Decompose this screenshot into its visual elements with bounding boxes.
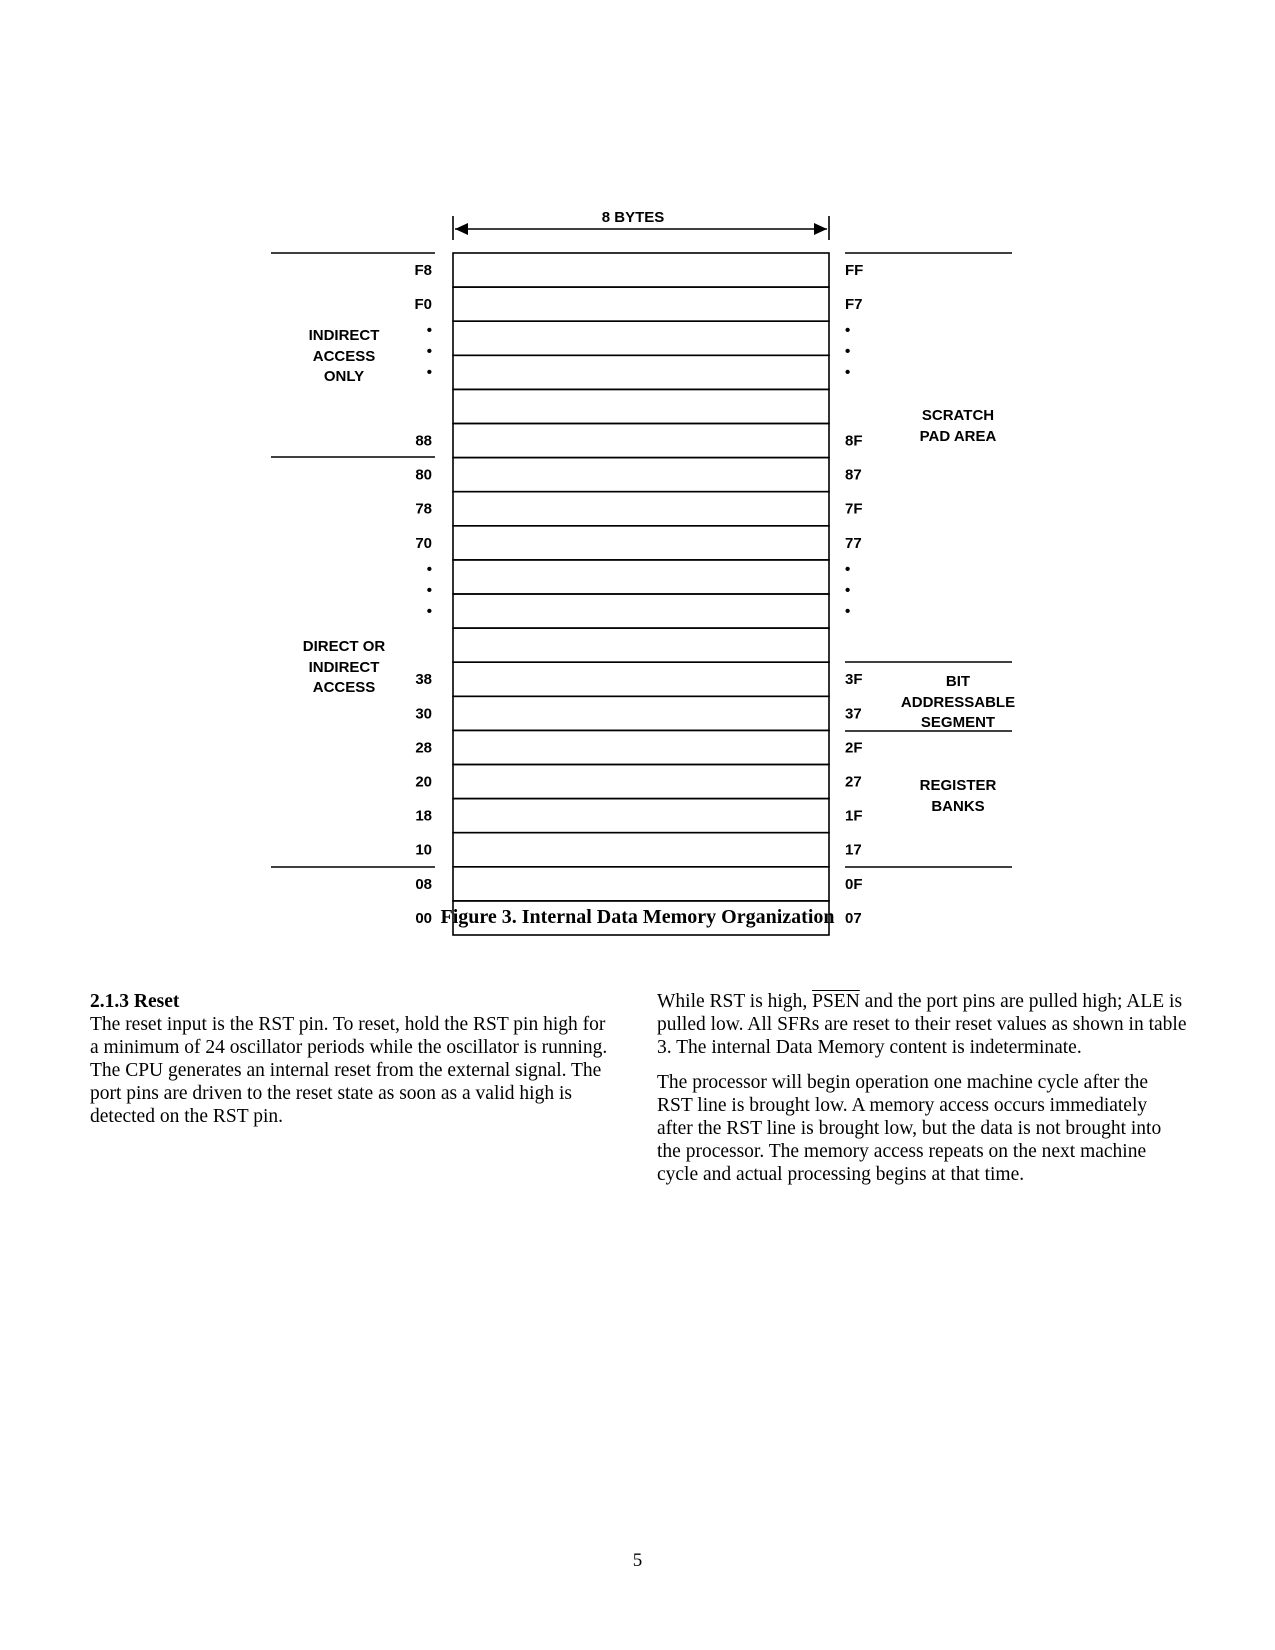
memory-row-78 <box>453 492 829 526</box>
memory-row-dot-9 <box>453 560 829 594</box>
right-address-labels <box>845 262 863 927</box>
memory-row-30 <box>453 696 829 730</box>
left-address-18: 18 <box>415 807 432 825</box>
width-label: 8 BYTES <box>601 209 665 226</box>
left-address-30: 30 <box>415 705 432 723</box>
right-address-07: 07 <box>845 909 862 927</box>
left-address-88: 88 <box>415 432 432 450</box>
left-address-78: 78 <box>415 500 432 518</box>
memory-row-88 <box>453 424 829 458</box>
memory-row-dot-10 <box>453 594 829 628</box>
left-ellipsis-dot: • <box>426 322 432 340</box>
memory-row-dot-2 <box>453 321 829 355</box>
right-address-37: 37 <box>845 705 862 723</box>
figure-caption: Figure 3. Internal Data Memory Organization <box>440 906 835 928</box>
scratch-label-2: PAD AREA <box>919 428 997 445</box>
rst-high-text-2: and the port pins are pulled high; ALE is pulled low. All SFRs are reset to their reset values as shown in table 3. The internal Data Memory content is indeterminate. <box>657 991 1187 1058</box>
memory-row-38 <box>453 662 829 696</box>
memory-rows <box>453 253 829 935</box>
left-ellipsis-dot: • <box>426 581 432 599</box>
right-address-FF: FF <box>845 262 864 279</box>
section-heading: 2.1.3 Reset <box>90 991 180 1012</box>
psen-signal: PSEN <box>812 991 860 1012</box>
bit-label-2: ADDRESSABLE <box>900 694 1016 711</box>
scratch-label-1: SCRATCH <box>921 407 995 424</box>
direct-label-3: ACCESS <box>312 679 376 696</box>
indirect-label-2: ACCESS <box>312 348 376 365</box>
memory-row-dot-11 <box>453 628 829 662</box>
left-address-F0: F0 <box>414 296 432 314</box>
right-address-77: 77 <box>845 534 862 552</box>
left-address-10: 10 <box>415 841 432 859</box>
left-address-00: 00 <box>415 909 432 927</box>
reset-paragraph <box>90 990 615 1128</box>
operation-paragraph: The processor will begin operation one machine cycle after the RST line is brought low. A memory access occurs immediately after the RST line is brought low, but the data is not brought into the processor. The memory access repeats on the next machine cycle and actual processing begins at that time. <box>657 1072 1162 1185</box>
right-ellipsis-dot: • <box>845 343 851 361</box>
right-address-2F: 2F <box>845 739 863 757</box>
left-address-08: 08 <box>415 875 432 893</box>
memory-row-F8 <box>453 253 829 287</box>
right-address-F7: F7 <box>845 296 863 314</box>
left-ellipsis-dot: • <box>426 560 432 578</box>
memory-row-18 <box>453 799 829 833</box>
right-address-1F: 1F <box>845 807 863 825</box>
left-ellipsis-dot: • <box>426 343 432 361</box>
right-address-87: 87 <box>845 466 862 484</box>
right-address-7F: 7F <box>845 500 863 518</box>
left-address-70: 70 <box>415 534 432 552</box>
memory-row-08 <box>453 867 829 901</box>
rst-high-text-1: While RST is high, <box>657 991 813 1012</box>
left-address-80: 80 <box>415 466 432 484</box>
right-address-3F: 3F <box>845 671 863 689</box>
right-address-8F: 8F <box>845 432 863 450</box>
memory-row-28 <box>453 730 829 764</box>
memory-row-70 <box>453 526 829 560</box>
left-address-28: 28 <box>415 739 432 757</box>
arrowhead-left <box>455 223 468 235</box>
direct-label-1: DIRECT OR <box>302 638 386 655</box>
left-address-20: 20 <box>415 773 432 791</box>
left-column <box>90 990 615 1140</box>
bit-label-1: BIT <box>945 673 971 690</box>
right-ellipsis-dot: • <box>845 581 851 599</box>
memory-row-dot-4 <box>453 389 829 423</box>
left-address-38: 38 <box>415 671 432 689</box>
register-label-2: BANKS <box>931 798 985 815</box>
right-ellipsis-dot: • <box>845 560 851 578</box>
right-address-27: 27 <box>845 773 862 791</box>
right-address-17: 17 <box>845 841 862 859</box>
memory-row-20 <box>453 765 829 799</box>
right-ellipsis-dot: • <box>845 364 851 382</box>
memory-row-80 <box>453 458 829 492</box>
right-ellipsis-dot: • <box>845 602 851 620</box>
reset-body: The reset input is the RST pin. To reset, hold the RST pin high for a minimum of 24 oscillator periods while the oscillator is running. The CPU generates an internal reset from the external signal. The port pins are driven to the reset state as soon as a valid high is detected on the RST pin. <box>90 1014 608 1127</box>
left-address-F8: F8 <box>414 262 432 279</box>
memory-row-10 <box>453 833 829 867</box>
memory-row-dot-3 <box>453 355 829 389</box>
bit-label-3: SEGMENT <box>920 714 996 731</box>
register-label-1: REGISTER <box>919 777 997 794</box>
left-ellipsis-dot: • <box>426 364 432 382</box>
right-column <box>657 990 1187 1198</box>
indirect-label-3: ONLY <box>323 368 365 385</box>
arrowhead-right <box>814 223 827 235</box>
left-ellipsis-dot: • <box>426 602 432 620</box>
memory-row-F0 <box>453 287 829 321</box>
direct-label-2: INDIRECT <box>308 659 380 676</box>
right-address-0F: 0F <box>845 875 863 893</box>
page-number: 5 <box>632 1550 643 1571</box>
right-ellipsis-dot: • <box>845 322 851 340</box>
rst-high-paragraph <box>657 990 1187 1059</box>
indirect-label-1: INDIRECT <box>308 327 380 344</box>
left-address-labels <box>414 262 432 927</box>
